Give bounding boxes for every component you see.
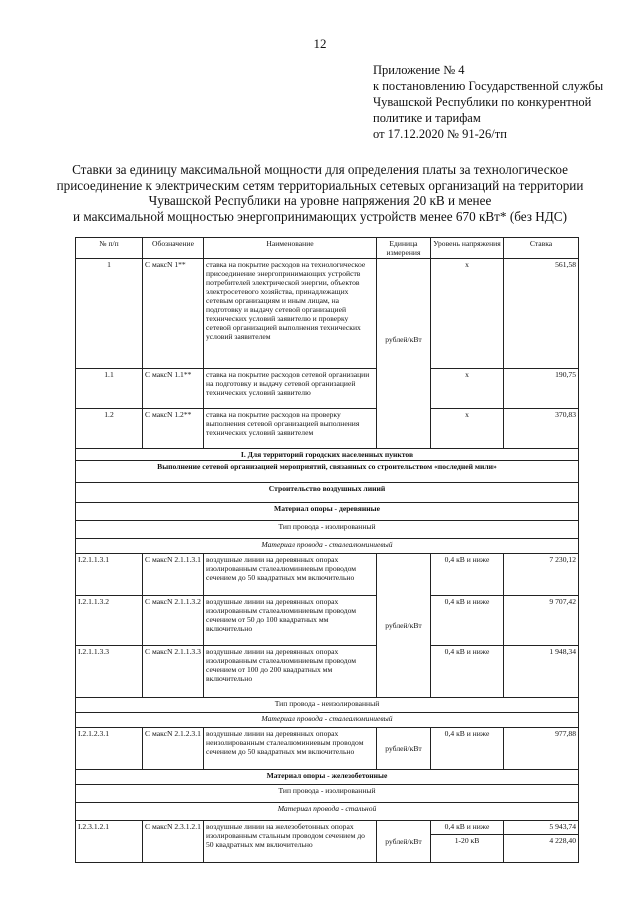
document-title bbox=[40, 162, 600, 224]
title-line: и максимальной мощностью энергопринимающих устройств менее 670 кВт* (без НДС) bbox=[73, 208, 567, 224]
row-number: 1.1 bbox=[76, 369, 143, 409]
row-rate: 977,88 bbox=[504, 728, 579, 770]
row-level: 0,4 кВ и ниже bbox=[431, 554, 504, 596]
title-line: Ставки за единицу максимальной мощности для определения платы за технологическое bbox=[72, 162, 568, 177]
subsection-row bbox=[76, 713, 579, 728]
row-name: воздушные линии на деревянных опорах изолированным сталеалюминиевым проводом сечением от 50 до 100 квадратных мм включительно bbox=[204, 596, 377, 646]
row-code: С максN 2.3.1.2.1 bbox=[143, 821, 204, 863]
appendix-line: политике и тарифам bbox=[373, 111, 481, 125]
row-code: С максN 1.1** bbox=[143, 369, 204, 409]
row-level: 1-20 кВ bbox=[431, 835, 504, 863]
section-title: Материал опоры - деревянные bbox=[76, 503, 579, 521]
section-row bbox=[76, 503, 579, 521]
subsection-title: Материал провода - сталеалюминиевый bbox=[76, 713, 579, 728]
row-name: воздушные линии на деревянных опорах изолированным сталеалюминиевым проводом сечением до 50 квадратных мм включительно bbox=[204, 554, 377, 596]
subsection-title: Материал провода - стальной bbox=[76, 803, 579, 821]
subsection-row bbox=[76, 698, 579, 713]
section-row bbox=[76, 483, 579, 503]
row-level: х bbox=[431, 369, 504, 409]
table-header-row bbox=[76, 238, 579, 259]
row-name: ставка на покрытие расходов на проверку выполнения сетевой организацией выполнения технических условий заявителем bbox=[204, 409, 377, 449]
table-row bbox=[76, 369, 579, 409]
row-number: I.2.1.2.3.1 bbox=[76, 728, 143, 770]
subsection-title: Тип провода - изолированный bbox=[76, 521, 579, 539]
row-number: 1.2 bbox=[76, 409, 143, 449]
row-number: I.2.1.1.3.3 bbox=[76, 646, 143, 698]
row-rate: 1 948,34 bbox=[504, 646, 579, 698]
row-rate: 9 707,42 bbox=[504, 596, 579, 646]
table-row bbox=[76, 646, 579, 698]
section-row bbox=[76, 449, 579, 461]
row-number: 1 bbox=[76, 259, 143, 369]
title-line: присоединение к электрическим сетям территориальных сетевых организаций на территории bbox=[56, 177, 584, 193]
section-title: Материал опоры - железобетонные bbox=[76, 770, 579, 785]
row-rate: 190,75 bbox=[504, 369, 579, 409]
table-row bbox=[76, 259, 579, 369]
unit-cell: рублей/кВт bbox=[377, 821, 431, 863]
header-cell: Ставка bbox=[504, 238, 579, 259]
row-level: 0,4 кВ и ниже bbox=[431, 596, 504, 646]
row-code: С максN 1** bbox=[143, 259, 204, 369]
section-row bbox=[76, 770, 579, 785]
row-rate: 370,83 bbox=[504, 409, 579, 449]
row-number: I.2.3.1.2.1 bbox=[76, 821, 143, 863]
row-code: С максN 2.1.2.3.1 bbox=[143, 728, 204, 770]
section-title: Строительство воздушных линий bbox=[76, 483, 579, 503]
unit-cell: рублей/кВт bbox=[377, 554, 431, 698]
title-line: Чувашской Республики на уровне напряжения 20 кВ и менее bbox=[148, 193, 492, 208]
page-number: 12 bbox=[313, 36, 327, 51]
appendix-block bbox=[373, 62, 628, 142]
section-title: Выполнение сетевой организацией мероприятий, связанных со строительством «последней мили» bbox=[76, 461, 579, 483]
subsection-row bbox=[76, 521, 579, 539]
subsection-title: Тип провода - неизолированный bbox=[76, 698, 579, 713]
row-level: х bbox=[431, 259, 504, 369]
appendix-line: Приложение № 4 bbox=[373, 63, 465, 77]
row-number: I.2.1.1.3.1 bbox=[76, 554, 143, 596]
row-name: воздушные линии на железобетонных опорах изолированным стальным проводом сечением до 50 квадратных мм включительно bbox=[204, 821, 377, 863]
unit-cell bbox=[377, 259, 431, 449]
row-name: воздушные линии на деревянных опорах неизолированным сталеалюминиевым проводом сечением до 50 квадратных мм включительно bbox=[204, 728, 377, 770]
row-code: С максN 2.1.1.3.3 bbox=[143, 646, 204, 698]
row-number: I.2.1.1.3.2 bbox=[76, 596, 143, 646]
subsection-row bbox=[76, 803, 579, 821]
row-name: воздушные линии на деревянных опорах изолированным сталеалюминиевым проводом сечением от 100 до 200 квадратных мм включительно bbox=[204, 646, 377, 698]
section-title: I. Для территорий городских населенных пунктов bbox=[76, 449, 579, 461]
subsection-row bbox=[76, 785, 579, 803]
header-cell: Единица измерения bbox=[377, 238, 431, 259]
table-row bbox=[76, 596, 579, 646]
row-name: ставка на покрытие расходов сетевой организации на подготовку и выдачу сетевой организацией технических условий заявителю bbox=[204, 369, 377, 409]
subsection-row bbox=[76, 539, 579, 554]
header-cell: Уровень напряжения bbox=[431, 238, 504, 259]
appendix-line: к постановлению Государственной службы bbox=[373, 79, 604, 93]
row-level: 0,4 кВ и ниже bbox=[431, 728, 504, 770]
table-row bbox=[76, 554, 579, 596]
row-rate: 561,58 bbox=[504, 259, 579, 369]
row-level: 0,4 кВ и ниже bbox=[431, 821, 504, 835]
table-row bbox=[76, 821, 579, 835]
row-code: С максN 2.1.1.3.1 bbox=[143, 554, 204, 596]
table-row bbox=[76, 409, 579, 449]
subsection-title: Тип провода - изолированный bbox=[76, 785, 579, 803]
unit-text: рублей/кВт bbox=[385, 335, 422, 344]
row-rate: 5 943,74 bbox=[504, 821, 579, 835]
row-level: 0,4 кВ и ниже bbox=[431, 646, 504, 698]
row-code: С максN 2.1.1.3.2 bbox=[143, 596, 204, 646]
row-rate: 7 230,12 bbox=[504, 554, 579, 596]
appendix-line: Чувашской Республики по конкурентной bbox=[373, 95, 592, 109]
rates-table bbox=[75, 237, 579, 863]
row-level: х bbox=[431, 409, 504, 449]
table-row bbox=[76, 728, 579, 770]
appendix-line: от 17.12.2020 № 91-26/тп bbox=[373, 127, 507, 141]
header-cell: Наименование bbox=[204, 238, 377, 259]
subsection-title: Материал провода - сталеалюминиевый bbox=[76, 539, 579, 554]
row-name: ставка на покрытие расходов на технологическое присоединение энергопринимающих устройств потребителей электрической энергии, объектов электросетевого хозяйства, принадлежащих сетевым организациям и иным лицам, на подготовку и выдачу сетевой организацией технических условий заявителю и проверку сетевой организацией выполнения технических условий заявителем bbox=[204, 259, 377, 369]
row-code: С максN 1.2** bbox=[143, 409, 204, 449]
header-cell: № п/п bbox=[76, 238, 143, 259]
header-cell: Обозначение bbox=[143, 238, 204, 259]
unit-cell: рублей/кВт bbox=[377, 728, 431, 770]
row-rate: 4 228,40 bbox=[504, 835, 579, 863]
section-row bbox=[76, 461, 579, 483]
